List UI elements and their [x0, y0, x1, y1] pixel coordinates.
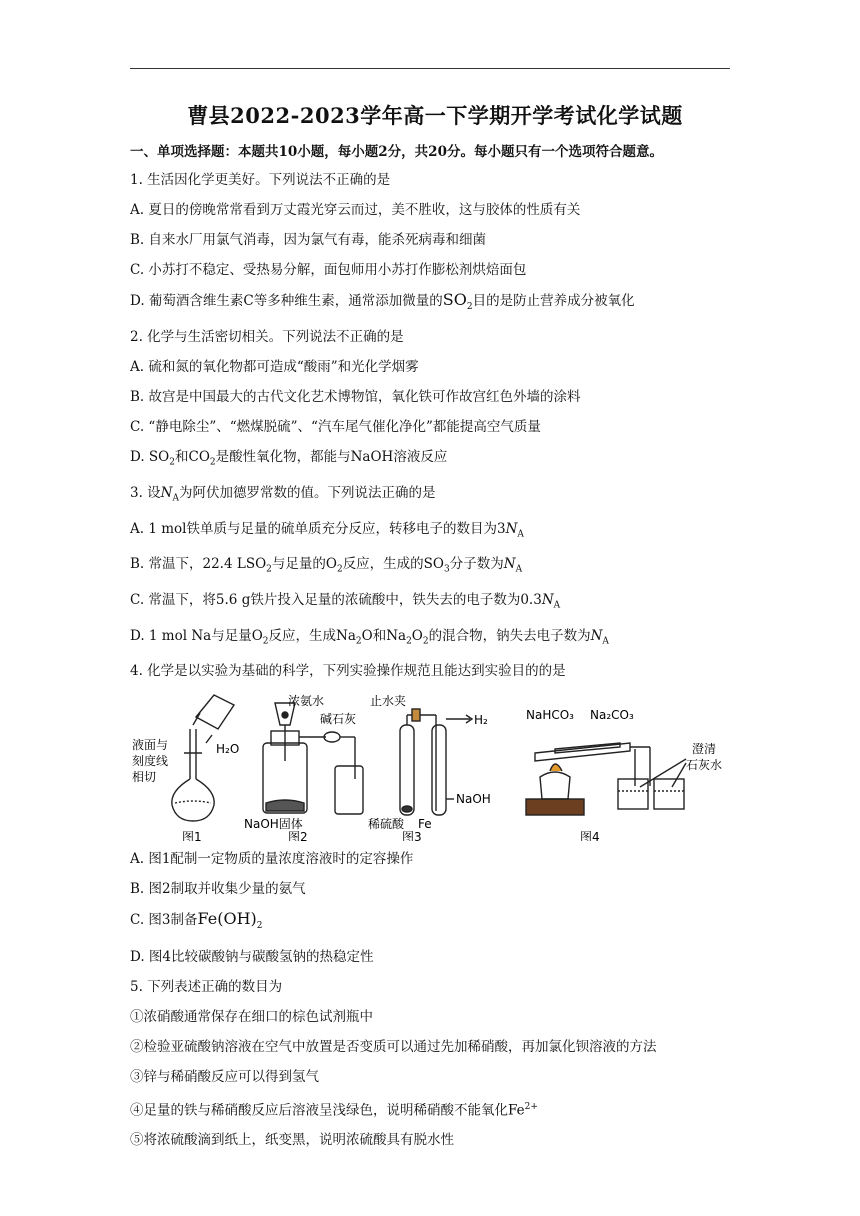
q3-option-d: D. 1 mol Na与足量$O_2$反应，生成$Na_2O$和$Na_2O_2$的混合物，钠失去电子数为$N_A$ — [130, 627, 609, 647]
fig2-caption: 图2 — [288, 830, 308, 842]
page-title: 曹县2022-2023学年高一下学期开学考试化学试题 — [187, 103, 683, 128]
q3-option-a: A. 1 mol铁单质与足量的硫单质充分反应，转移电子的数目为$3N_A$ — [130, 520, 524, 540]
q1-option-d — [130, 290, 740, 317]
so2-formula: $SO_2$ — [442, 290, 473, 313]
q3-stem: 3. 设$N_A$为阿伏加德罗常数的值。下列说法正确的是 — [130, 484, 436, 504]
q4-option-c — [130, 909, 740, 936]
fig1-water-label: H₂O — [216, 742, 240, 757]
q2-option-d: D. $SO_2$和$CO_2$是酸性氧化物，都能与NaOH溶液反应 — [130, 449, 448, 468]
q3-c-text: C. 常温下，将5.6 g铁片投入足量的浓硫酸中，铁失去的电子数为0.3 — [130, 591, 542, 608]
fig2-lime-label: 碱石灰 — [320, 712, 357, 727]
fig1-label-line3: 相切 — [132, 770, 157, 785]
fig4-caption: 图4 — [580, 830, 600, 842]
fig4-lime-label-line2: 石灰水 — [686, 758, 723, 773]
header-rule — [130, 68, 730, 69]
fe-oh-2-formula: $Fe(OH)_2$ — [197, 909, 263, 932]
q2-option-c: C. “静电除尘”、“燃煤脱硫”、“汽车尾气催化净化”都能提高空气质量 — [130, 419, 541, 436]
q5-stem: 5. 下列表述正确的数目为 — [130, 978, 283, 995]
q2-stem: 2. 化学与生活密切相关。下列说法不正确的是 — [130, 329, 404, 346]
fig1-caption: 图1 — [182, 830, 202, 842]
q3-b-text1: B. 常温下，22.4 LSO — [130, 556, 267, 573]
q3-d-text1: D. 1 mol Na与足量O — [130, 627, 263, 644]
fig2-ammonia-label: 浓氨水 — [288, 694, 325, 709]
fig4-thermal-apparatus — [526, 743, 686, 815]
q4-option-d: D. 图4比较碳酸钠与碳酸氢钠的热稳定性 — [130, 948, 374, 965]
q2-option-a: A. 硫和氮的氧化物都可造成“酸雨”和光化学烟雾 — [130, 359, 419, 376]
fig1-label-line2: 刻度线 — [132, 754, 169, 769]
q1-stem: 1. 生活因化学更美好。下列说法不正确的是 — [130, 172, 391, 188]
q3-a-text: A. 1 mol铁单质与足量的硫单质充分反应，转移电子的数目为3 — [130, 520, 506, 537]
fig4-lime-label-line1: 澄清 — [692, 742, 717, 757]
q3-option-b: B. 常温下，22.4 $LSO_2$与足量的$O_2$反应，生成的$SO_3$分子数为$N_A$ — [130, 556, 523, 575]
fig3-h2-label: H₂ — [474, 713, 488, 728]
apparatus-diagram — [130, 691, 740, 841]
fig3-naoh-label: NaOH — [456, 792, 491, 807]
q2-d-text: 是酸性氧化物，都能与NaOH溶液反应 — [215, 449, 448, 466]
q3-d-text4: 的混合物，钠失去电子数为 — [428, 627, 591, 644]
q5-statement-2: ②检验亚硫酸钠溶液在空气中放置是否变质可以通过先加稀硝酸，再加氯化钡溶液的方法 — [130, 1038, 657, 1055]
q3-stem-post: 为阿伏加德罗常数的值。下列说法正确的是 — [178, 484, 436, 501]
q1-option-c: C. 小苏打不稳定、受热易分解，面包师用小苏打作膨松剂烘焙面包 — [130, 262, 527, 278]
q5-s4-text: ④足量的铁与稀硝酸反应后溶液呈浅绿色，说明稀硝酸不能氧化Fe — [130, 1102, 525, 1118]
q5-statement-5: ⑤将浓硫酸滴到纸上，纸变黑，说明浓硫酸具有脱水性 — [130, 1132, 454, 1148]
q4-stem: 4. 化学是以实验为基础的科学，下列实验操作规范且能达到实验目的的是 — [130, 663, 566, 680]
q3-option-c: C. 常温下，将5.6 g铁片投入足量的浓硫酸中，铁失去的电子数为$0.3N_A$ — [130, 591, 561, 611]
q3-d-text3: O和Na — [361, 627, 407, 644]
q1-d-text-post: 目的是防止营养成分被氧化 — [472, 293, 635, 309]
fig4-nahco3-label: NaHCO₃ — [526, 708, 574, 723]
q5-statement-1: ①浓硝酸通常保存在细口的棕色试剂瓶中 — [130, 1008, 373, 1025]
experiment-figure — [130, 691, 740, 841]
fig1-label-line1: 液面与 — [132, 738, 169, 753]
q1-option-a: A. 夏日的傍晚常常看到万丈霞光穿云而过，美不胜收，这与胶体的性质有关 — [130, 202, 581, 218]
section-heading: 一、单项选择题：本题共10小题，每小题2分，共20分。每小题只有一个选项符合题意。 — [130, 144, 663, 160]
fig3-clamp-label: 止水夹 — [370, 694, 407, 709]
q5-statement-3: ③锌与稀硝酸反应可以得到氢气 — [130, 1068, 319, 1085]
q1-option-b: B. 自来水厂用氯气消毒，因为氯气有毒，能杀死病毒和细菌 — [130, 232, 487, 248]
q5-statement-4: ④足量的铁与稀硝酸反应后溶液呈浅绿色，说明稀硝酸不能氧化$Fe^{2+}$ — [130, 1101, 538, 1118]
q2-option-b: B. 故宫是中国最大的古代文化艺术博物馆，氧化铁可作故宫红色外墙的涂料 — [130, 389, 581, 406]
fig3-acid-label: 稀硫酸 — [368, 817, 405, 832]
q4-c-text: C. 图3制备 — [130, 912, 198, 929]
fig1-volumetric-flask — [172, 695, 234, 821]
fig4-na2co3-label: Na₂CO₃ — [590, 708, 634, 723]
fig2-naoh-label: NaOH固体 — [244, 817, 303, 832]
fig3-fe-label: Fe — [418, 817, 432, 832]
q3-b-text3: 反应，生成的SO — [342, 556, 445, 573]
q3-b-text4: 分子数为 — [449, 556, 504, 573]
fig3-caption: 图3 — [402, 830, 422, 842]
q4-option-a: A. 图1配制一定物质的量浓度溶液时的定容操作 — [130, 851, 414, 868]
q3-d-text2: 反应，生成Na — [268, 627, 356, 644]
q4-option-b: B. 图2制取并收集少量的氨气 — [130, 881, 306, 898]
q1-d-text-pre: D. 葡萄酒含维生素C等多种维生素，通常添加微量的 — [130, 293, 443, 309]
exam-page — [130, 100, 740, 1160]
q3-stem-pre: 3. 设 — [130, 484, 161, 501]
q3-b-text2: 与足量的O — [271, 556, 337, 573]
